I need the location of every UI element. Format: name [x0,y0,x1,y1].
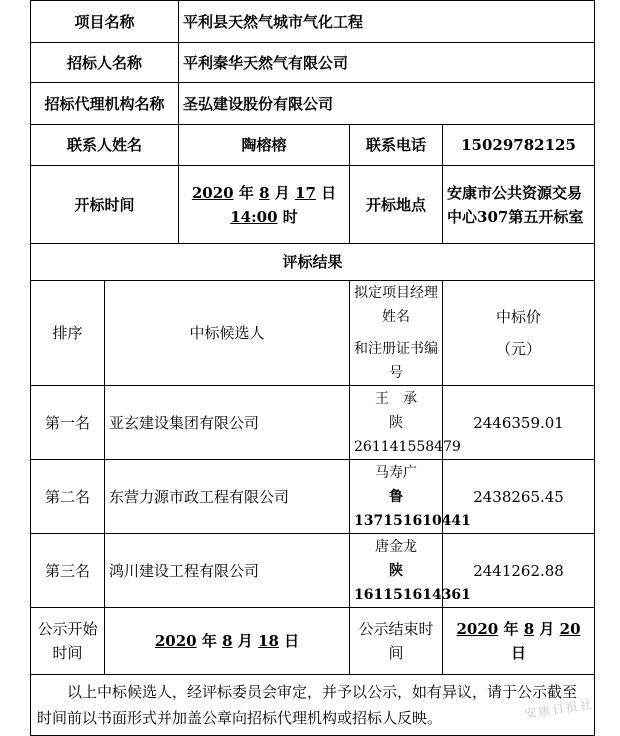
contact-name-label: 联系人姓名 [31,125,179,166]
candidate-price: 2438265.45 [443,460,595,534]
opening-clock: 14:00 [230,207,278,226]
price-header: 中标价 （元） [443,281,595,386]
candidate-rank: 第一名 [31,386,105,460]
opening-time: 2020 年 8 月 17 日 14:00 时 [179,166,350,244]
watermark: 安康日报社 [523,697,595,721]
candidate-price: 2446359.01 [443,386,595,460]
result-title-row [31,244,595,281]
opening-day: 17 [295,183,316,202]
result-header-row [31,281,595,386]
opening-month: 8 [259,183,270,202]
candidate-rank: 第二名 [31,460,105,534]
candidate-manager: 唐金龙 陕 161151614361 [350,534,443,608]
agency-row [31,83,595,125]
agency-name: 圣弘建设股份有限公司 [179,83,595,125]
tenderer-row [31,43,595,83]
candidate-price: 2441262.88 [443,534,595,608]
opening-year: 2020 [191,183,234,202]
bid-result-table [30,0,595,736]
contact-phone: 15029782125 [443,125,595,166]
tenderer-name: 平利秦华天然气有限公司 [179,43,595,83]
publicity-row [31,608,595,675]
contact-phone-label: 联系电话 [350,125,443,166]
publicity-end-date: 2020 年 8 月 20 日 [443,608,595,675]
candidate-header: 中标候选人 [105,281,350,386]
candidate-manager: 马寿广 鲁 137151610441 [350,460,443,534]
result-title: 评标结果 [31,244,595,281]
rank-header: 排序 [31,281,105,386]
publicity-start-label: 公示开始时间 [31,608,105,675]
candidate-rank: 第三名 [31,534,105,608]
opening-row [31,166,595,244]
candidate-manager: 王 承 陕 261141558479 [350,386,443,460]
candidate-name: 东营力源市政工程有限公司 [105,460,350,534]
bid-result-document [30,0,594,736]
manager-header: 拟定项目经理姓名 和注册证书编号 [350,281,443,386]
notice-row [31,675,595,736]
agency-label: 招标代理机构名称 [31,83,179,125]
project-row [31,1,595,43]
candidate-name: 亚玄建设集团有限公司 [105,386,350,460]
table-row [31,534,595,608]
publicity-start-date: 2020 年 8 月 18 日 [105,608,350,675]
contact-name: 陶榕榕 [179,125,350,166]
opening-time-label: 开标时间 [31,166,179,244]
project-name: 平利县天然气城市气化工程 [179,1,595,43]
notice-text: 以上中标候选人，经评标委员会审定，并予以公示，如有异议，请于公示截至时间前以书面形式并加盖公章向招标代理机构或招标人反映。 [31,675,595,736]
contact-row [31,125,595,166]
opening-place-label: 开标地点 [350,166,443,244]
candidate-name: 鸿川建设工程有限公司 [105,534,350,608]
project-label: 项目名称 [31,1,179,43]
table-row [31,460,595,534]
publicity-end-label: 公示结束时间 [350,608,443,675]
tenderer-label: 招标人名称 [31,43,179,83]
opening-place: 安康市公共资源交易中心307第五开标室 [443,166,595,244]
table-row [31,386,595,460]
